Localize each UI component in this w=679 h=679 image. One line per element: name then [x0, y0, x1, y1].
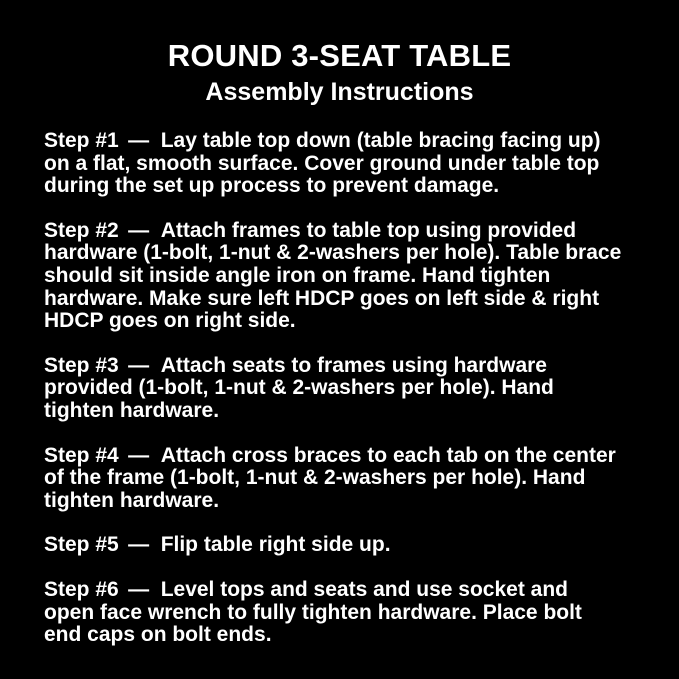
- step-item: [44, 579, 622, 647]
- page-subtitle: Assembly Instructions: [205, 78, 474, 106]
- step-item: [44, 534, 622, 557]
- step-label: Step #5: [44, 533, 119, 557]
- step-label: Step #1: [44, 129, 119, 152]
- step-item: [44, 355, 622, 423]
- step-label: Step #4: [44, 443, 119, 467]
- step-text: Level tops and seats and use socket and open face wrench to fully tighten hardware. Place bolt end caps on bolt ends.: [44, 577, 582, 647]
- em-dash: —: [128, 577, 150, 601]
- step-label: Step #3: [44, 353, 119, 377]
- step-item: [44, 130, 622, 198]
- page-title: ROUND 3-SEAT TABLE: [167, 38, 512, 73]
- step-label: Step #2: [44, 218, 119, 242]
- step-label: Step #6: [44, 577, 119, 601]
- em-dash: —: [128, 218, 150, 242]
- step-text: Flip table right side up.: [160, 533, 391, 557]
- steps-list: [0, 130, 622, 647]
- step-item: [44, 220, 622, 333]
- step-item: [44, 445, 622, 513]
- step-text: Attach frames to table top using provided hardware (1-bolt, 1-nut & 2-washers per hole). Table brace should sit inside angle iron on frame. Hand tighten hardware. Make sure left HDCP goes on left side & right HDCP goes on right side.: [44, 218, 622, 333]
- step-text: Attach seats to frames using hardware provided (1-bolt, 1-nut & 2-washers per hole). Hand tighten hardware.: [44, 353, 554, 422]
- step-text: Lay table top down (table bracing facing up) on a flat, smooth surface. Cover ground under table top during the set up process to prevent damage.: [44, 129, 601, 198]
- em-dash: —: [128, 353, 150, 377]
- em-dash: —: [128, 443, 150, 467]
- em-dash: —: [128, 129, 150, 152]
- step-text: Attach cross braces to each tab on the center of the frame (1-bolt, 1-nut & 2-washers per hole). Hand tighten hardware.: [44, 443, 616, 512]
- em-dash: —: [128, 533, 150, 557]
